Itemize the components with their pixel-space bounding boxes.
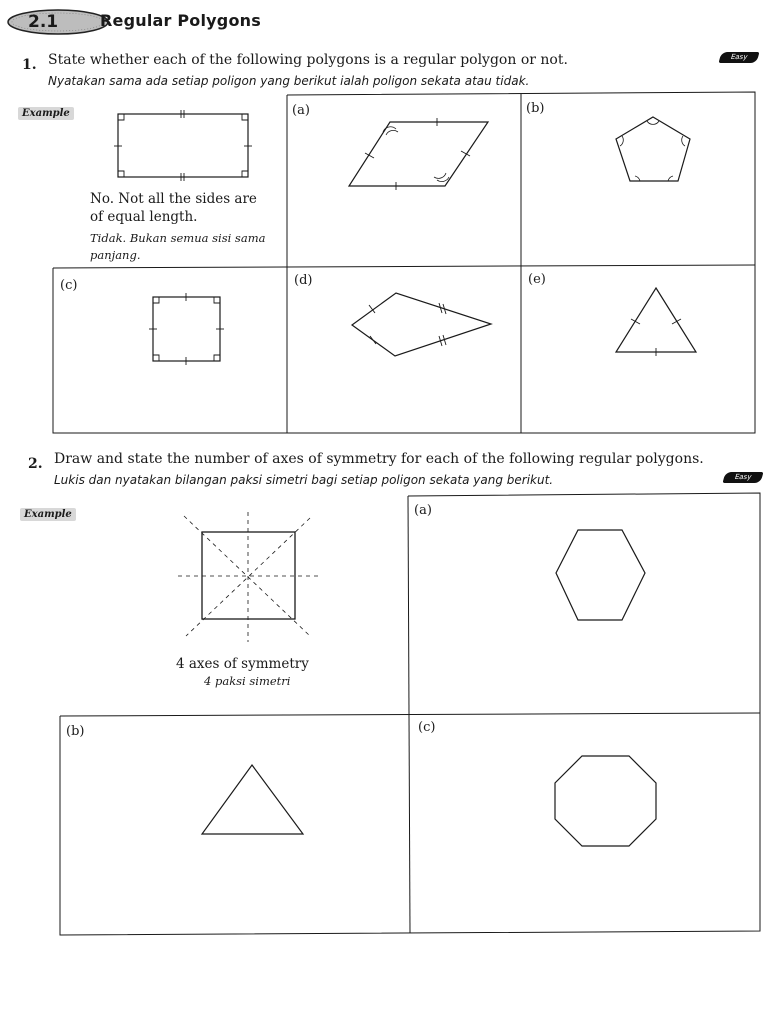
q1-example-answer-ms-2: panjang. bbox=[90, 248, 141, 262]
q1-example-label: Example bbox=[18, 107, 74, 120]
q1-example-answer-ms-1: Tidak. Bukan semua sisi sama bbox=[90, 231, 266, 245]
q1-example-answer-en-2: of equal length. bbox=[90, 209, 198, 225]
q1-example-rectangle bbox=[114, 110, 252, 181]
q2-example-square-with-axes bbox=[178, 512, 318, 642]
q2-part-a-label: (a) bbox=[414, 503, 432, 518]
q1-regular-pentagon bbox=[616, 117, 690, 181]
q2-example-answer-en: 4 axes of symmetry bbox=[176, 656, 309, 672]
q2-text-en: Draw and state the number of axes of symmetry for each of the following regular polygons. bbox=[54, 451, 704, 467]
q2-example-answer-ms: 4 paksi simetri bbox=[204, 674, 291, 688]
q2-number: 2. bbox=[28, 456, 43, 472]
q1-easy-badge: Easy bbox=[719, 52, 760, 63]
page-title: Regular Polygons bbox=[100, 11, 261, 30]
q2-part-b-label: (b) bbox=[66, 724, 85, 739]
q1-part-b-label: (b) bbox=[526, 101, 545, 116]
q1-part-a-label: (a) bbox=[292, 103, 310, 118]
q2-example-label: Example bbox=[20, 508, 76, 521]
q2-easy-badge: Easy bbox=[723, 472, 764, 483]
q1-part-e-label: (e) bbox=[528, 272, 546, 287]
q1-equilateral-triangle bbox=[616, 288, 696, 356]
q2-part-c-label: (c) bbox=[418, 720, 436, 735]
q2-regular-hexagon bbox=[556, 530, 645, 620]
q1-square bbox=[149, 293, 224, 365]
q1-number: 1. bbox=[22, 57, 37, 73]
section-number: 2.1 bbox=[28, 12, 59, 32]
q1-kite bbox=[352, 293, 491, 356]
q2-regular-octagon bbox=[555, 756, 656, 846]
q1-part-c-label: (c) bbox=[60, 278, 78, 293]
q1-text-en: State whether each of the following polygons is a regular polygon or not. bbox=[48, 52, 568, 68]
q1-rhombus bbox=[349, 118, 488, 190]
q1-part-d-label: (d) bbox=[294, 273, 313, 288]
q1-example-answer-en-1: No. Not all the sides are bbox=[90, 191, 257, 207]
q2-table-grid bbox=[60, 493, 760, 935]
q2-equilateral-triangle bbox=[202, 765, 303, 834]
q1-text-ms: Nyatakan sama ada setiap poligon yang berikut ialah poligon sekata atau tidak. bbox=[48, 74, 530, 88]
q2-text-ms: Lukis dan nyatakan bilangan paksi simetri bagi setiap poligon sekata yang berikut. bbox=[54, 473, 554, 487]
q1-table-grid bbox=[53, 92, 755, 433]
